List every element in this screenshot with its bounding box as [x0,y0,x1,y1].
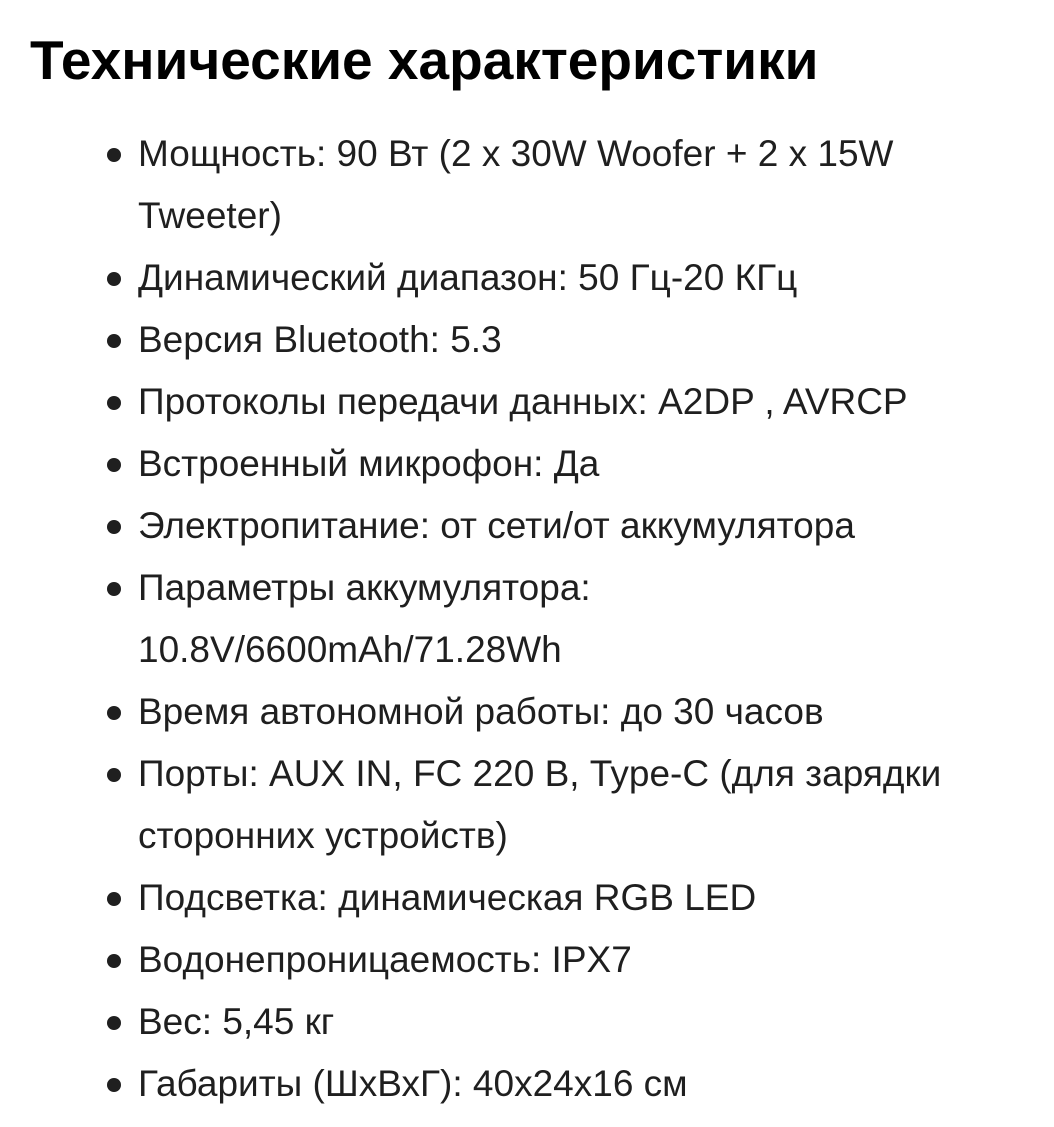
spec-item-runtime [0,681,1054,743]
spec-text: Динамический диапазон: 50 Гц-20 КГц [138,257,798,298]
spec-list [0,123,1054,1115]
spec-item-waterproof [0,929,1054,991]
bullet-icon [107,582,121,596]
spec-text: Порты: AUX IN, FC 220 В, Type-C (для зарядки [138,753,942,794]
spec-text: Версия Bluetooth: 5.3 [138,319,502,360]
bullet-icon [107,892,121,906]
spec-text: Электропитание: от сети/от аккумулятора [138,505,855,546]
bullet-icon [107,148,121,162]
bullet-icon [107,1078,121,1092]
spec-text: Подсветка: динамическая RGB LED [138,877,757,918]
spec-text: Tweeter) [138,195,282,236]
bullet-icon [107,272,121,286]
spec-text: Встроенный микрофон: Да [138,443,600,484]
spec-item-protocols [0,371,1054,433]
bullet-icon [107,334,121,348]
spec-item-power-supply [0,495,1054,557]
bullet-icon [107,396,121,410]
spec-text: Время автономной работы: до 30 часов [138,691,824,732]
spec-item-battery [0,557,1054,681]
bullet-icon [107,1016,121,1030]
spec-item-weight [0,991,1054,1053]
spec-text: Параметры аккумулятора: [138,567,591,608]
page-title: Технические характеристики [30,29,819,91]
spec-item-bluetooth-version [0,309,1054,371]
spec-item-ports [0,743,1054,867]
spec-item-frequency-range [0,247,1054,309]
spec-text: Вес: 5,45 кг [138,1001,335,1042]
bullet-icon [107,706,121,720]
bullet-icon [107,768,121,782]
spec-item-dimensions [0,1053,1054,1115]
spec-text: Габариты (ШхВхГ): 40x24x16 см [138,1063,688,1104]
spec-text: Водонепроницаемость: IPX7 [138,939,632,980]
spec-item-power [0,123,1054,247]
spec-text: 10.8V/6600mAh/71.28Wh [138,629,562,670]
spec-text: Мощность: 90 Вт (2 x 30W Woofer + 2 x 15W [138,133,894,174]
bullet-icon [107,458,121,472]
bullet-icon [107,954,121,968]
spec-item-microphone [0,433,1054,495]
bullet-icon [107,520,121,534]
spec-text: Протоколы передачи данных: A2DP , AVRCP [138,381,908,422]
spec-text: сторонних устройств) [138,815,508,856]
spec-item-lighting [0,867,1054,929]
